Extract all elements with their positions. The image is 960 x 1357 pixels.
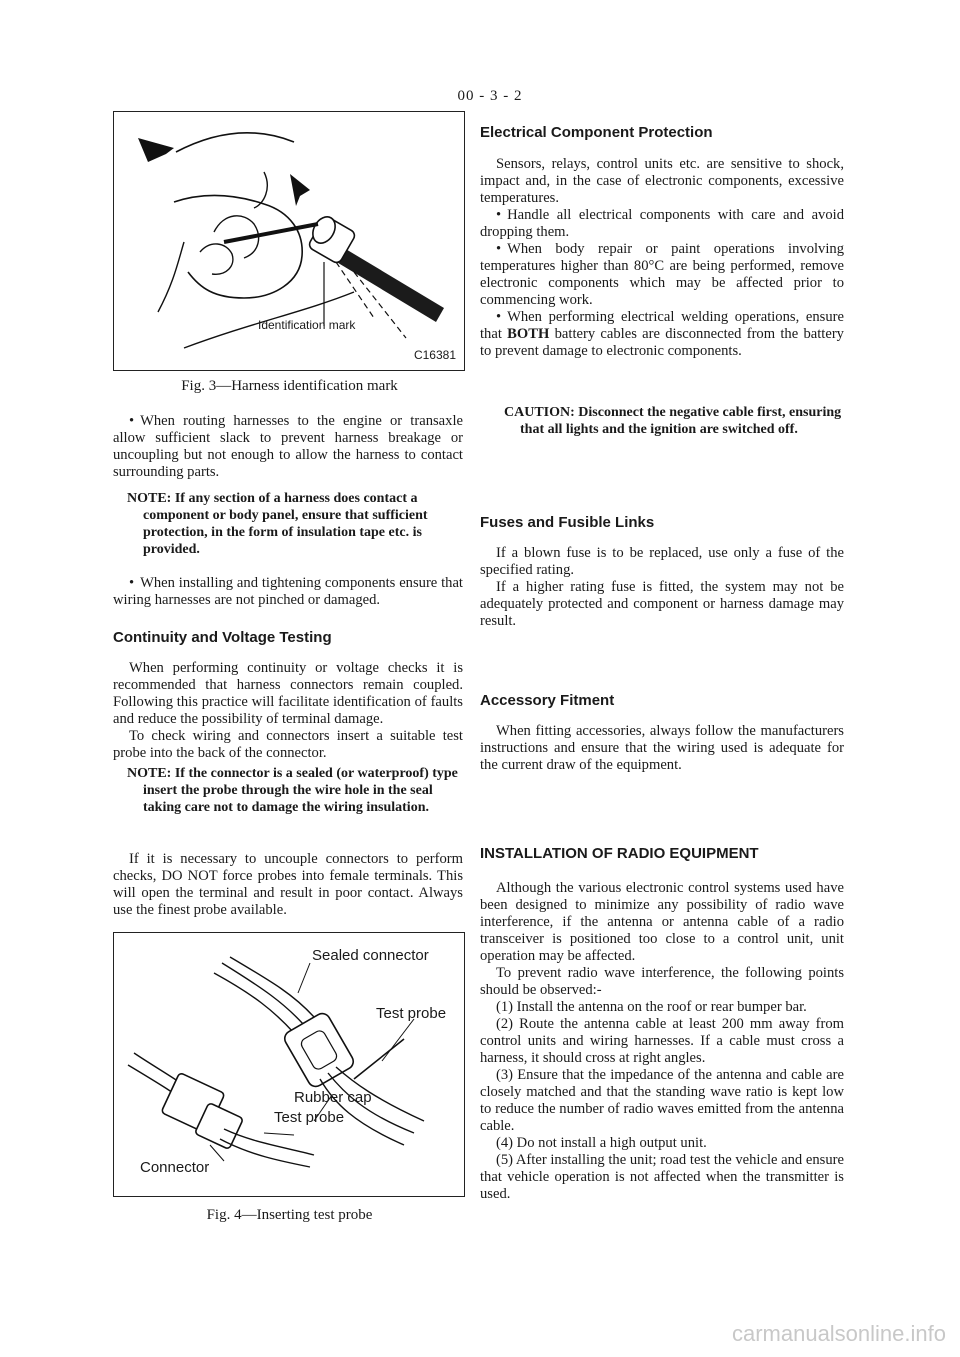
figure-code: C16381 [413,348,456,362]
note-harness-protection: NOTE: If any section of a harness does contact a component or body panel, ensure that sufficient protection, in the form of insulation tape etc. is provided. [127,491,428,557]
heading-fuses: Fuses and Fusible Links [480,514,655,531]
continuity-block [113,660,463,762]
identification-mark-label: Identification mark [258,318,356,332]
fuses-paragraph-1: If a blown fuse is to be replaced, use only a fuse of the specified rating. [480,545,844,578]
routing-paragraph: • When routing harnesses to the engine or transaxle allow sufficient slack to prevent harness breakage or uncoupling but not enough to allow the harness to contact surrounding parts. [113,413,463,481]
caution-block [480,404,844,438]
figure-3-caption: Fig. 3—Harness identification mark [181,378,398,394]
figure-4 [113,932,465,1197]
label-test-probe-lower: Test probe [274,1109,345,1126]
radio-item-4: (4) Do not install a high output unit. [496,1135,707,1151]
arrow-left-icon [138,138,174,162]
ecp-paragraph: Sensors, relays, control units etc. are sensitive to shock, impact and, in the case of electronic components, excessive temperatures. [480,156,844,206]
radio-paragraph-2: To prevent radio wave interference, the following points should be observed:- [480,965,844,998]
fuses-block [480,545,844,630]
watermark: carmanualsonline.info [731,1321,946,1346]
page-number: 00 - 3 - 2 [457,88,523,104]
routing-block [113,413,463,481]
welding-text-both: BOTH [507,326,550,342]
uncouple-block [113,851,463,919]
note-sealed-connector: NOTE: If the connector is a sealed (or waterproof) type insert the probe through the wire hole in the seal taking care not to damage the wiring insulation. [127,766,458,815]
continuity-paragraph-2: To check wiring and connectors insert a suitable test probe into the back of the connector. [113,728,463,761]
note-2-block [113,765,463,816]
radio-item-2: (2) Route the antenna cable at least 200 mm away from control units and wiring harnesses. If a cable must cross a harness, it should cross at right angles. [480,1016,844,1066]
ecp-bullet-handle: • Handle all electrical components with care and avoid dropping them. [480,207,844,241]
ecp-bullet-welding [480,309,844,360]
fuses-paragraph-2: If a higher rating fuse is fitted, the system may not be adequately protected and component or harness damage may result. [480,579,844,629]
label-rubber-cap: Rubber cap [294,1089,372,1106]
label-test-probe-upper: Test probe [376,1005,447,1022]
figure-4-caption: Fig. 4—Inserting test probe [206,1207,373,1223]
ecp-bullet-body-repair: • When body repair or paint operations involving temperatures higher than 80°C are being performed, remove electronic components which may be affected prior to commencing work. [480,241,844,309]
radio-item-3: (3) Ensure that the impedance of the antenna and cable are closely matched and that the standing wave ratio is kept low to reduce the number of radio waves emitted from the antenna cable. [480,1067,844,1134]
radio-item-5: (5) After installing the unit; road test the vehicle and ensure that vehicle operation is not affected when the transmitter is used. [480,1152,844,1202]
caution-negative-cable: CAUTION: Disconnect the negative cable first, ensuring that all lights and the ignition are switched off. [504,405,842,437]
installing-paragraph: • When installing and tightening components ensure that wiring harnesses are not pinched or damaged. [113,575,463,609]
heading-radio-installation: INSTALLATION OF RADIO EQUIPMENT [480,845,759,862]
accessory-paragraph: When fitting accessories, always follow the manufacturers instructions and ensure that the wiring used is adequate for the current draw of the equipment. [480,723,844,773]
uncouple-paragraph: If it is necessary to uncouple connectors to perform checks, DO NOT force probes into female terminals. This will open the terminal and result in poor contact. Always use the finest probe available. [113,851,463,918]
label-connector: Connector [140,1159,210,1176]
accessory-block [480,723,844,774]
probe-illustration [114,933,464,1196]
arrow-right-icon [290,174,310,206]
installing-block [113,575,463,609]
radio-item-1: (1) Install the antenna on the roof or rear bumper bar. [496,999,807,1015]
heading-electrical-component-protection: Electrical Component Protection [480,124,713,141]
label-sealed-connector: Sealed connector [312,947,429,964]
continuity-paragraph-1: When performing continuity or voltage checks it is recommended that harness connectors remain coupled. Following this practice will facilitate identification of faults and reduce the possibility of terminal damage. [113,660,463,727]
heading-accessory: Accessory Fitment [480,692,615,709]
welding-text-pre: When performing electrical welding operations, ensure that [480,309,844,342]
heading-continuity: Continuity and Voltage Testing [113,629,332,646]
ecp-block [480,156,844,360]
figure-3 [113,111,465,371]
radio-paragraph-1: Although the various electronic control systems used have been designed to minimize any possibility of radio wave interference, if the antenna or antenna cable of a radio transceiver is positioned too close to a control unit, unit operation may be affected. [480,880,844,964]
radio-block [480,880,844,1203]
welding-text-post: battery cables are disconnected from the battery to prevent damage to electronic components. [480,326,844,359]
note-1-block [113,490,463,558]
